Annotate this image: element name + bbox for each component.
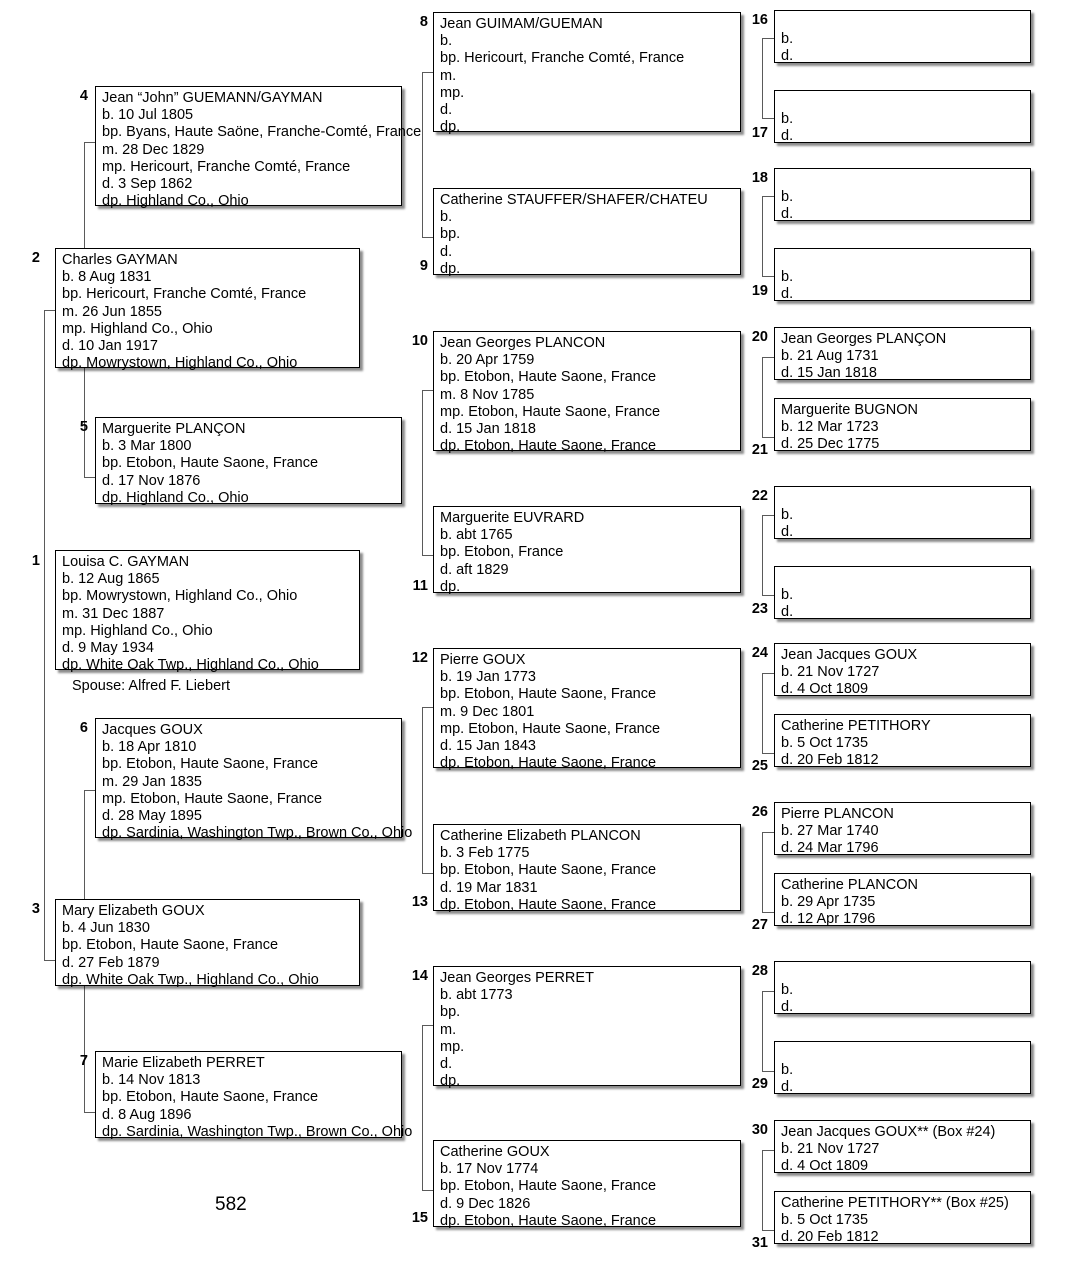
person-index-25: 25 <box>751 758 768 774</box>
connector <box>762 437 774 438</box>
person-index-8: 8 <box>419 14 428 30</box>
person-death: d. <box>781 999 794 1016</box>
person-deathplace: dp. <box>440 260 461 277</box>
person-marriage: m. <box>440 67 457 84</box>
person-birthplace: bp. Mowrystown, Highland Co., Ohio <box>62 588 298 605</box>
connector <box>422 72 423 237</box>
person-death: d. 20 Feb 1812 <box>781 1229 879 1246</box>
person-index-2: 2 <box>31 250 40 266</box>
connector <box>762 673 763 753</box>
person-birth: b. 5 Oct 1735 <box>781 1212 869 1229</box>
person-birthplace: bp. Etobon, Haute Saone, France <box>440 862 657 879</box>
connector <box>762 595 774 596</box>
person-death: d. 15 Jan 1818 <box>781 365 877 382</box>
person-name: Catherine PETITHORY** (Box #25) <box>781 1195 1009 1211</box>
person-deathplace: dp. <box>440 578 461 595</box>
connector <box>762 1071 774 1072</box>
person-deathplace: dp. White Oak Twp., Highland Co., Ohio <box>62 971 319 988</box>
connector <box>762 357 774 358</box>
person-name <box>781 1045 1025 1062</box>
connector <box>762 276 774 277</box>
person-box-12[interactable] <box>433 648 741 772</box>
person-birth: b. 17 Nov 1774 <box>440 1161 539 1178</box>
person-name: Marguerite EUVRARD <box>440 510 585 526</box>
person-deathplace: dp. Etobon, Haute Saone, France <box>440 896 657 913</box>
person-birthplace: bp. Etobon, Haute Saone, France <box>440 369 657 386</box>
person-name: Marie Elizabeth PERRET <box>102 1055 265 1071</box>
person-index-30: 30 <box>751 1122 768 1138</box>
person-death: d. <box>781 1079 794 1096</box>
person-marriage: m. 8 Nov 1785 <box>440 386 535 403</box>
person-box-22[interactable] <box>774 486 1031 539</box>
connector <box>762 832 774 833</box>
connector <box>762 753 774 754</box>
person-death: d. 4 Oct 1809 <box>781 681 869 698</box>
person-birthplace: bp. <box>440 1004 461 1021</box>
person-name: Jean Jacques GOUX <box>781 647 918 663</box>
person-marriageplace: mp. Hericourt, Franche Comté, France <box>102 158 351 175</box>
person-index-27: 27 <box>751 917 768 933</box>
person-birthplace: bp. Etobon, France <box>440 544 564 561</box>
person-death: d. <box>781 524 794 541</box>
person-index-10: 10 <box>411 333 428 349</box>
person-birth: b. 21 Aug 1731 <box>781 348 879 365</box>
person-name <box>781 252 1025 269</box>
person-index-22: 22 <box>751 488 768 504</box>
person-death: d. 25 Dec 1775 <box>781 436 880 453</box>
page-number: 582 <box>215 1194 247 1215</box>
person-box-13[interactable] <box>433 824 741 911</box>
person-box-3[interactable] <box>55 899 360 986</box>
person-box-2[interactable] <box>55 248 360 372</box>
person-marriage: m. 31 Dec 1887 <box>62 605 165 622</box>
person-death: d. <box>781 206 794 223</box>
person-death: d. 27 Feb 1879 <box>62 954 160 971</box>
connector <box>762 357 763 437</box>
connector <box>762 1150 774 1151</box>
person-box-24[interactable] <box>774 643 1031 696</box>
person-birth: b. 18 Apr 1810 <box>102 739 197 756</box>
person-box-21[interactable] <box>774 398 1031 451</box>
person-birth: b. 27 Mar 1740 <box>781 823 879 840</box>
person-name <box>781 94 1025 111</box>
person-marriageplace: mp. <box>440 1038 465 1055</box>
person-index-6: 6 <box>79 720 88 736</box>
person-birth: b. <box>781 189 794 206</box>
person-birth: b. <box>781 269 794 286</box>
person-box-1[interactable] <box>55 550 360 674</box>
person-box-7[interactable] <box>95 1051 413 1140</box>
person-index-16: 16 <box>751 12 768 28</box>
person-box-17[interactable] <box>774 90 1031 143</box>
person-death: d. <box>781 604 794 621</box>
person-death: d. 15 Jan 1818 <box>440 421 536 438</box>
person-marriage: m. 9 Dec 1801 <box>440 703 535 720</box>
person-marriageplace: mp. <box>440 84 465 101</box>
connector <box>422 390 423 555</box>
person-name: Marguerite BUGNON <box>781 402 918 418</box>
connector <box>762 196 774 197</box>
person-death: d. 8 Aug 1896 <box>102 1106 192 1123</box>
person-box-26[interactable] <box>774 802 1031 855</box>
connector <box>762 991 774 992</box>
person-name: Jean Georges PLANCON <box>440 335 606 351</box>
connector <box>762 673 774 674</box>
person-index-17: 17 <box>751 125 768 141</box>
person-death: d. <box>440 1056 453 1073</box>
person-death: d. <box>781 48 794 65</box>
person-birthplace: bp. <box>440 226 461 243</box>
person-index-11: 11 <box>412 578 428 594</box>
person-birth: b. 21 Nov 1727 <box>781 1141 880 1158</box>
person-name <box>781 490 1025 507</box>
person-birth: b. <box>781 1062 794 1079</box>
connector <box>422 1025 423 1190</box>
person-deathplace: dp. <box>440 1073 461 1090</box>
person-birth: b. <box>440 209 453 226</box>
person-name: Jean “John” GUEMANN/GAYMAN <box>102 90 323 106</box>
person-box-28[interactable] <box>774 961 1031 1014</box>
person-birth: b. 10 Jul 1805 <box>102 107 194 124</box>
person-index-24: 24 <box>751 645 768 661</box>
connector <box>762 991 763 1071</box>
person-deathplace: dp. Etobon, Haute Saone, France <box>440 438 657 455</box>
connector <box>44 310 45 615</box>
person-marriage: m. 26 Jun 1855 <box>62 303 162 320</box>
person-death: d. 3 Sep 1862 <box>102 176 193 193</box>
person-box-19[interactable] <box>774 248 1031 301</box>
person-index-3: 3 <box>31 901 40 917</box>
person-name: Catherine STAUFFER/SHAFER/CHATEU <box>440 192 708 208</box>
person-birthplace: bp. Hericourt, Franche Comté, France <box>62 286 307 303</box>
person-death: d. 15 Jan 1843 <box>440 738 536 755</box>
person-deathplace: dp. Sardinia, Washington Twp., Brown Co., Ohio <box>102 1123 413 1140</box>
person-name <box>781 172 1025 189</box>
spouse-label: Spouse: Alfred F. Liebert <box>72 678 230 694</box>
person-deathplace: dp. Etobon, Haute Saone, France <box>440 1212 657 1229</box>
person-marriageplace: mp. Etobon, Haute Saone, France <box>440 720 661 737</box>
person-marriage: m. <box>440 1021 457 1038</box>
person-box-9[interactable] <box>433 188 741 275</box>
person-death: d. <box>440 243 453 260</box>
person-birth: b. 20 Apr 1759 <box>440 352 535 369</box>
person-index-20: 20 <box>751 329 768 345</box>
person-name: Jacques GOUX <box>102 722 203 738</box>
person-box-18[interactable] <box>774 168 1031 221</box>
person-index-29: 29 <box>751 1076 768 1092</box>
person-death: d. 17 Nov 1876 <box>102 472 201 489</box>
person-death: d. 28 May 1895 <box>102 808 202 825</box>
person-name: Pierre PLANCON <box>781 806 894 822</box>
person-birthplace: bp. Etobon, Haute Saone, France <box>102 756 319 773</box>
person-death: d. 4 Oct 1809 <box>781 1158 869 1175</box>
connector <box>422 707 423 873</box>
person-deathplace: dp. Mowrystown, Highland Co., Ohio <box>62 355 298 372</box>
person-box-27[interactable] <box>774 873 1031 926</box>
person-index-13: 13 <box>411 894 428 910</box>
person-deathplace: dp. Highland Co., Ohio <box>102 193 249 210</box>
person-birth: b. <box>781 587 794 604</box>
person-birth: b. 5 Oct 1735 <box>781 735 869 752</box>
person-box-14[interactable] <box>433 966 741 1090</box>
person-name: Jean Georges PLANÇON <box>781 331 947 347</box>
person-index-18: 18 <box>751 170 768 186</box>
person-birth: b. 3 Mar 1800 <box>102 438 192 455</box>
person-index-14: 14 <box>411 968 428 984</box>
person-box-20[interactable] <box>774 327 1031 380</box>
person-deathplace: dp. Highland Co., Ohio <box>102 489 249 506</box>
person-death: d. <box>781 128 794 145</box>
person-death: d. <box>781 286 794 303</box>
person-box-16[interactable] <box>774 10 1031 63</box>
person-name <box>781 570 1025 587</box>
connector <box>762 515 763 595</box>
person-deathplace: dp. Etobon, Haute Saone, France <box>440 755 657 772</box>
person-name: Louisa C. GAYMAN <box>62 554 190 570</box>
person-name: Marguerite PLANÇON <box>102 421 246 437</box>
person-index-28: 28 <box>751 963 768 979</box>
person-birthplace: bp. Etobon, Haute Saone, France <box>102 1089 319 1106</box>
person-index-9: 9 <box>419 258 428 274</box>
person-birth: b. 12 Mar 1723 <box>781 419 879 436</box>
person-birthplace: bp. Byans, Haute Saöne, Franche-Comté, France <box>102 124 422 141</box>
person-marriageplace: mp. Highland Co., Ohio <box>62 320 213 337</box>
connector <box>762 912 774 913</box>
person-index-19: 19 <box>751 283 768 299</box>
person-birth: b. <box>440 33 453 50</box>
person-marriage: m. 29 Jan 1835 <box>102 773 202 790</box>
person-death: d. 19 Mar 1831 <box>440 879 538 896</box>
person-box-8[interactable] <box>433 12 741 136</box>
person-name: Jean GUIMAM/GUEMAN <box>440 16 603 32</box>
person-box-6[interactable] <box>95 718 413 842</box>
person-birth: b. 12 Aug 1865 <box>62 571 160 588</box>
person-birth: b. abt 1773 <box>440 987 513 1004</box>
connector <box>762 1150 763 1230</box>
person-birthplace: bp. Etobon, Haute Saone, France <box>62 937 279 954</box>
connector <box>762 38 774 39</box>
person-birthplace: bp. Etobon, Haute Saone, France <box>440 1178 657 1195</box>
person-index-21: 21 <box>751 442 768 458</box>
person-death: d. 10 Jan 1917 <box>62 338 158 355</box>
person-name: Jean Georges PERRET <box>440 970 594 986</box>
person-marriageplace: mp. Etobon, Haute Saone, France <box>102 790 323 807</box>
person-name <box>781 14 1025 31</box>
person-box-30[interactable] <box>774 1120 1031 1173</box>
person-index-12: 12 <box>411 650 428 666</box>
person-birth: b. 4 Jun 1830 <box>62 920 150 937</box>
person-box-25[interactable] <box>774 714 1031 767</box>
person-death: d. <box>440 102 453 119</box>
person-birthplace: bp. Etobon, Haute Saone, France <box>102 455 319 472</box>
person-box-11[interactable] <box>433 506 741 593</box>
person-birth: b. 21 Nov 1727 <box>781 664 880 681</box>
person-box-15[interactable] <box>433 1140 741 1227</box>
person-name: Catherine PETITHORY <box>781 718 931 734</box>
person-death: d. aft 1829 <box>440 561 509 578</box>
person-box-23[interactable] <box>774 566 1031 619</box>
person-marriageplace: mp. Highland Co., Ohio <box>62 622 213 639</box>
person-birth: b. 14 Nov 1813 <box>102 1072 201 1089</box>
person-name: Charles GAYMAN <box>62 252 178 268</box>
connector <box>762 515 774 516</box>
person-name: Catherine PLANCON <box>781 877 918 893</box>
person-index-31: 31 <box>751 1235 768 1251</box>
person-birth: b. <box>781 982 794 999</box>
person-birth: b. <box>781 31 794 48</box>
person-index-7: 7 <box>79 1053 88 1069</box>
person-birthplace: bp. Etobon, Haute Saone, France <box>440 686 657 703</box>
person-death: d. 20 Feb 1812 <box>781 752 879 769</box>
person-deathplace: dp. Sardinia, Washington Twp., Brown Co., Ohio <box>102 825 413 842</box>
person-index-26: 26 <box>751 804 768 820</box>
person-deathplace: dp. <box>440 119 461 136</box>
person-name <box>781 965 1025 982</box>
person-birth: b. abt 1765 <box>440 527 513 544</box>
person-marriage: m. 28 Dec 1829 <box>102 141 205 158</box>
person-name: Pierre GOUX <box>440 652 526 668</box>
person-box-5[interactable] <box>95 417 402 504</box>
connector <box>762 38 763 118</box>
person-birth: b. 29 Apr 1735 <box>781 894 876 911</box>
person-box-31[interactable] <box>774 1191 1031 1244</box>
person-name: Catherine Elizabeth PLANCON <box>440 828 641 844</box>
person-birth: b. 3 Feb 1775 <box>440 845 530 862</box>
person-index-23: 23 <box>751 601 768 617</box>
person-name: Jean Jacques GOUX** (Box #24) <box>781 1124 996 1140</box>
connector <box>762 832 763 912</box>
person-index-1: 1 <box>31 553 40 569</box>
person-box-10[interactable] <box>433 331 741 455</box>
connector <box>762 196 763 276</box>
person-index-15: 15 <box>411 1210 428 1226</box>
person-birth: b. <box>781 111 794 128</box>
person-death: d. 24 Mar 1796 <box>781 840 879 857</box>
person-death: d. 12 Apr 1796 <box>781 911 876 928</box>
person-death: d. 9 May 1934 <box>62 640 154 657</box>
person-name: Catherine GOUX <box>440 1144 550 1160</box>
person-index-4: 4 <box>79 88 88 104</box>
person-birthplace: bp. Hericourt, Franche Comté, France <box>440 50 685 67</box>
connector <box>762 1230 774 1231</box>
person-birth: b. 19 Jan 1773 <box>440 669 536 686</box>
person-name: Mary Elizabeth GOUX <box>62 903 205 919</box>
person-marriageplace: mp. Etobon, Haute Saone, France <box>440 403 661 420</box>
person-index-5: 5 <box>79 419 88 435</box>
connector <box>44 615 45 960</box>
connector <box>762 118 774 119</box>
person-death: d. 9 Dec 1826 <box>440 1195 531 1212</box>
person-deathplace: dp. White Oak Twp., Highland Co., Ohio <box>62 657 319 674</box>
person-box-29[interactable] <box>774 1041 1031 1094</box>
person-birth: b. <box>781 507 794 524</box>
person-birth: b. 8 Aug 1831 <box>62 269 152 286</box>
person-box-4[interactable] <box>95 86 422 210</box>
